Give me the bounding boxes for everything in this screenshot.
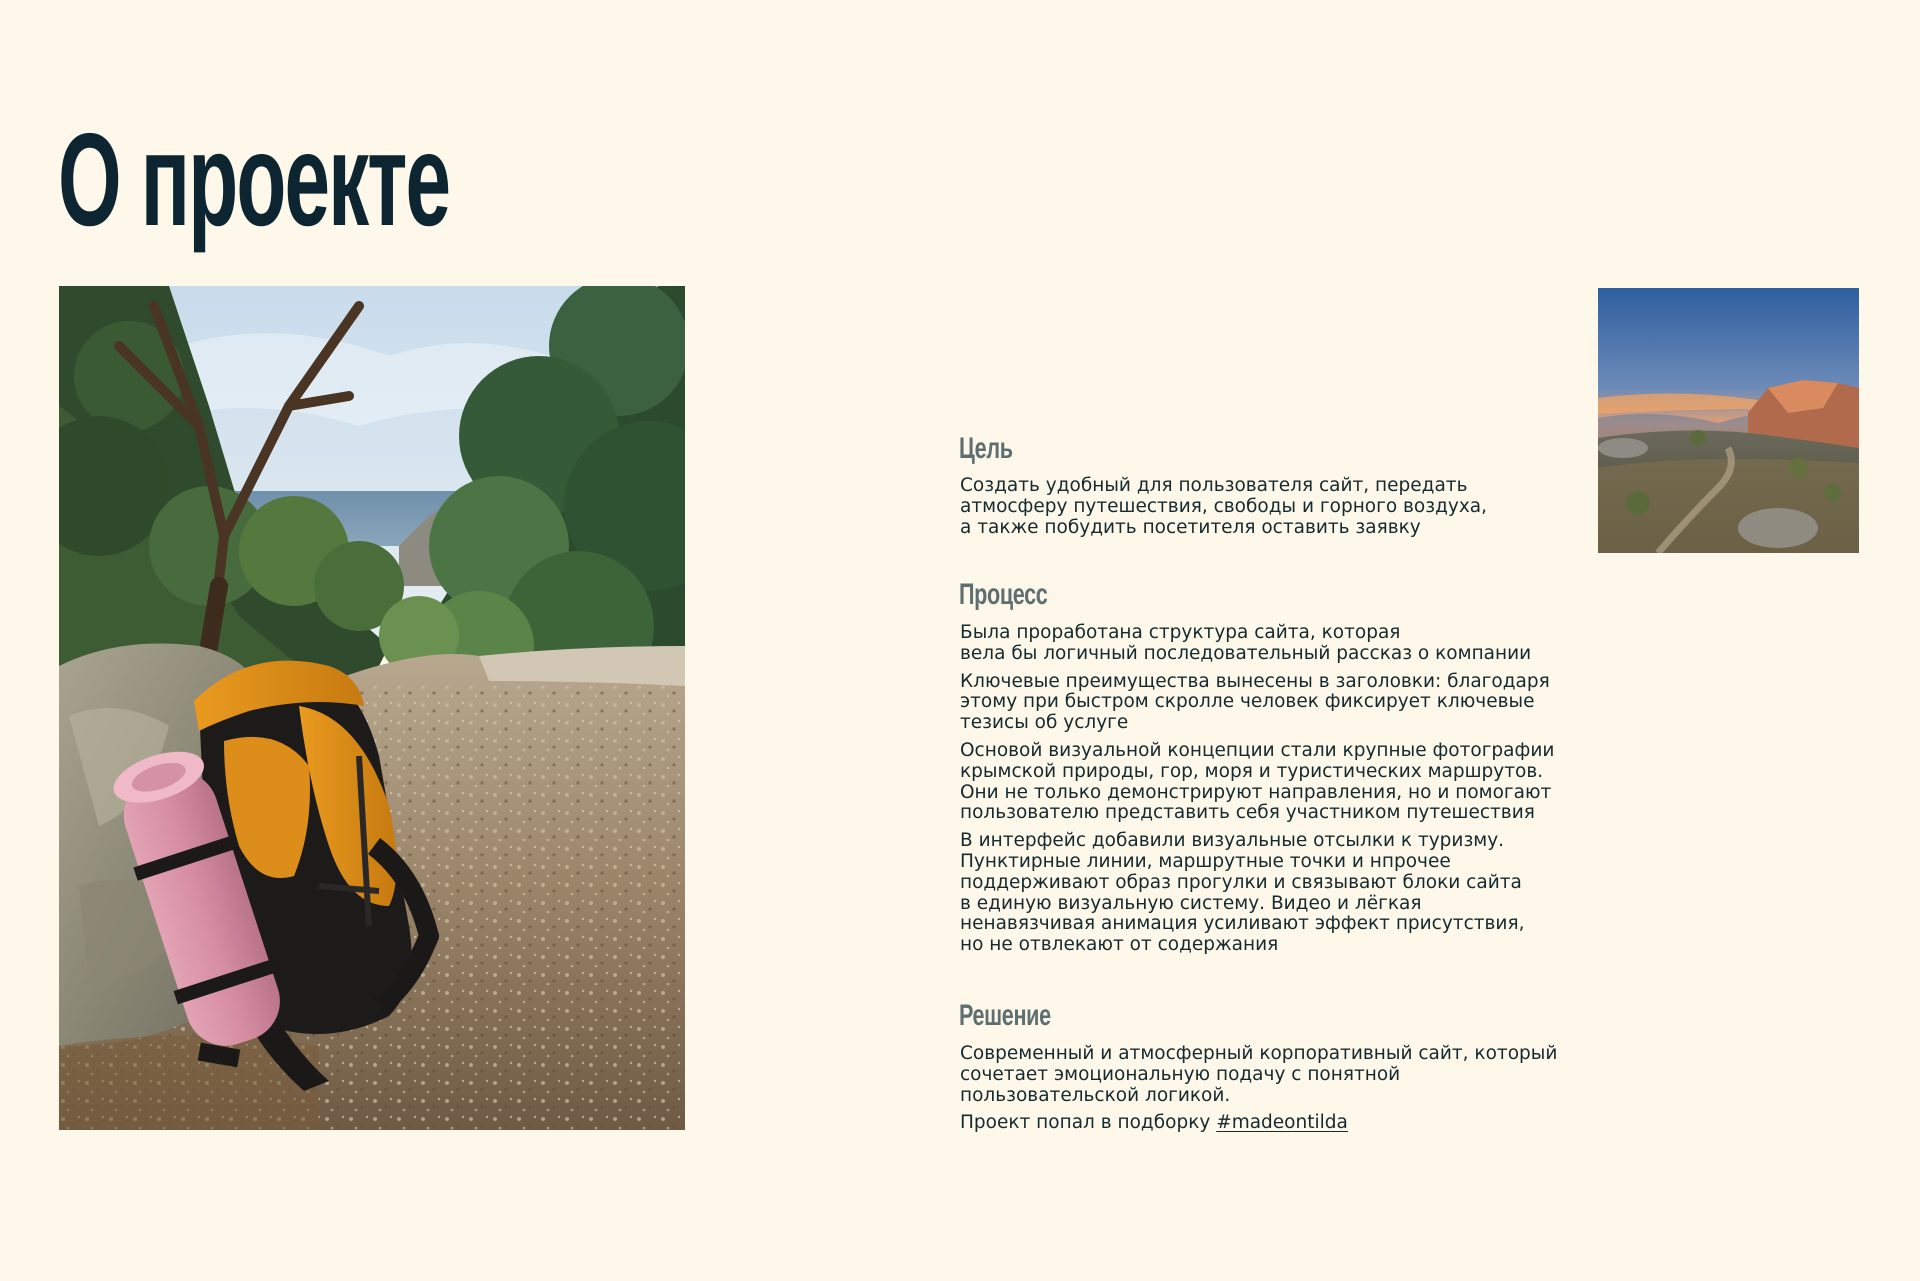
solution-text xyxy=(960,1044,1580,1141)
solution-heading: Решение xyxy=(959,999,1051,1032)
page-title: О проекте xyxy=(58,106,450,253)
featured-line xyxy=(960,1113,1580,1134)
goal-heading: Цель xyxy=(959,432,1013,465)
goal-text xyxy=(960,476,1580,545)
process-text xyxy=(960,623,1580,963)
process-paragraph-photos: Основой визуальной концепции стали крупные фотографии крымской природы, гор, моря и туристических маршрутов. Они не только демонстрируют направления, но и помогают пользователю представить себя участником путешествия xyxy=(960,739,1555,824)
process-heading: Процесс xyxy=(959,578,1048,611)
featured-prefix: Проект попал в подборку xyxy=(960,1112,1217,1134)
process-paragraph-structure: Была проработана структура сайта, которая вела бы логичный последовательный рассказ о компании xyxy=(960,622,1532,664)
mountain-sunset-photo xyxy=(1598,288,1859,553)
hiking-backpack-photo xyxy=(59,286,685,1130)
solution-paragraph: Современный и атмосферный корпоративный сайт, который сочетает эмоциональную подачу с понятной пользовательской логикой. xyxy=(960,1043,1558,1106)
process-paragraph-headings: Ключевые преимущества вынесены в заголовки: благодаря этому при быстром скролле человек фиксирует ключевые тезисы об услуге xyxy=(960,670,1550,734)
process-paragraph-interface: В интерфейс добавили визуальные отсылки к туризму. Пунктирные линии, маршрутные точки и нпрочее поддерживают образ прогулки и связывают блоки сайта в единую визуальную систему. Видео и лёгкая ненавязчивая анимация усиливают эффект присутствия, но не отвлекают от содержания xyxy=(960,830,1525,956)
goal-paragraph: Создать удобный для пользователя сайт, передать атмосферу путешествия, свободы и горного воздуха, а также побудить посетителя оставить заявку xyxy=(960,475,1487,538)
madeontilda-link[interactable]: #madeontilda xyxy=(1216,1112,1348,1134)
